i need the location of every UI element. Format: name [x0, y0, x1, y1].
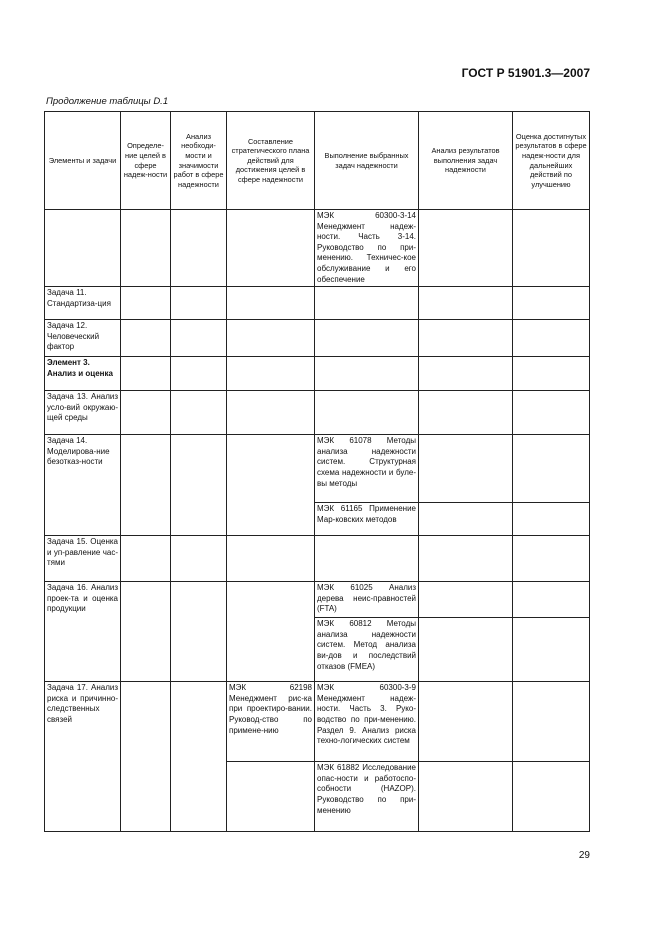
document-code: ГОСТ Р 51901.3—2007 [461, 66, 590, 80]
cell-element: Задача 11. Стандартиза-ция [45, 287, 121, 320]
page-number: 29 [578, 850, 590, 861]
table-row [45, 435, 590, 503]
cell-execution: МЭК 60300-3-14 Менеджмент надеж-ности. Часть 3-14. Руководство по при-менению. Техничес-кое обслуживание и его обеспечение [315, 210, 419, 287]
col-header-elements: Элементы и задачи [45, 112, 121, 210]
col-header-plan: Составление стратегического плана действий для достижения целей в сфере надежности [227, 112, 315, 210]
col-header-execution: Выполнение выбранных задач надежности [315, 112, 419, 210]
cell-execution: МЭК 60300-3-9 Менеджмент надеж-ности. Часть 3. Руко-водство по при-менению. Раздел 9. Анализ риска техно-логических систем [315, 682, 419, 762]
cell-element-bold: Элемент 3. Анализ и оценка [45, 357, 121, 391]
cell-execution: МЭК 60812 Методы анализа надежности систем. Метод анализа ви-дов и последствий отказов (FMEA) [315, 618, 419, 682]
cell-plan: МЭК 62198 Менеджмент рис-ка при проектиро-вании. Руковод-ство по примене-нию [227, 682, 315, 762]
reliability-table [44, 111, 590, 832]
table-row [45, 320, 590, 357]
table-row [45, 682, 590, 762]
table-row [45, 287, 590, 320]
table-header-row [45, 112, 590, 210]
cell-element: Задача 12. Человеческий фактор [45, 320, 121, 357]
col-header-evaluation: Оценка достигнутых результатов в сфере надеж-ности для дальнейших действий по улучшению [513, 112, 590, 210]
col-header-goals: Определе-ние целей в сфере надеж-ности [121, 112, 171, 210]
cell-execution: МЭК 61165 Применение Мар-ковских методов [315, 503, 419, 536]
cell-element: Задача 15. Оценка и уп-равление час-тями [45, 536, 121, 582]
cell-element: Задача 17. Анализ риска и причинно-следственных связей [45, 682, 121, 832]
table-row [45, 210, 590, 287]
table-row [45, 582, 590, 618]
cell-element: Задача 13. Анализ усло-вий окружаю-щей среды [45, 391, 121, 435]
col-header-necessity: Анализ необходи-мости и значимости работ в сфере надежности [171, 112, 227, 210]
col-header-results: Анализ результатов выполнения задач надежности [419, 112, 513, 210]
cell-execution: МЭК 61025 Анализ дерева неис-правностей (FTA) [315, 582, 419, 618]
cell-element: Задача 16. Анализ проек-та и оценка продукции [45, 582, 121, 682]
cell-execution: МЭК 61882 Исследование опас-ности и работоспо-собности (HAZOP). Руководство по при-менению [315, 762, 419, 832]
table-row [45, 357, 590, 391]
cell-execution: МЭК 61078 Методы анализа надежности систем. Структурная схема надежности и буле-вы методы [315, 435, 419, 503]
cell-element: Задача 14. Моделирова-ние безотказ-ности [45, 435, 121, 536]
table-row [45, 536, 590, 582]
table-row [45, 391, 590, 435]
table-caption: Продолжение таблицы D.1 [46, 96, 169, 107]
